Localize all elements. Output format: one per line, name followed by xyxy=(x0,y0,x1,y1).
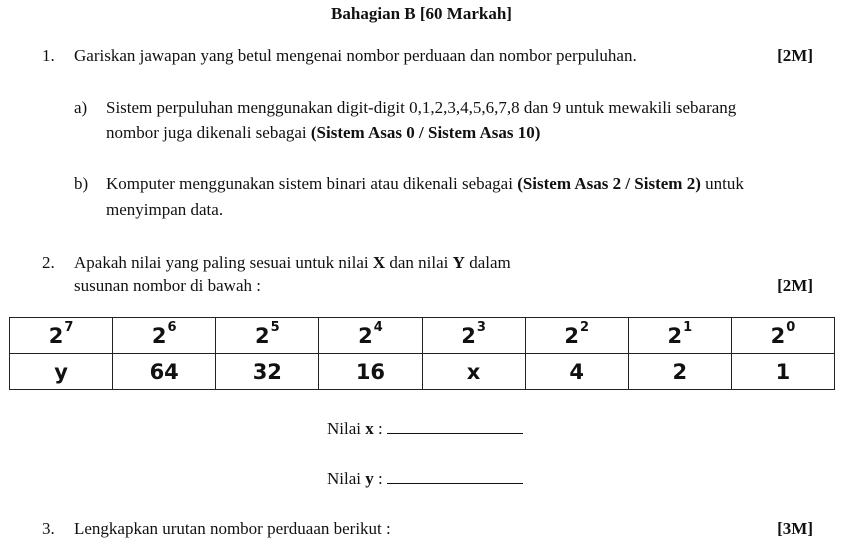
answer-x-var: x xyxy=(365,419,374,438)
q1b-line1-text: Komputer menggunakan sistem binari atau dikenali sebagai xyxy=(106,174,518,193)
value-cell: 16 xyxy=(319,354,422,390)
q1-text: Gariskan jawapan yang betul mengenai nombor perduaan dan nombor perpuluhan. xyxy=(74,46,637,65)
power-cell: $2^7$ xyxy=(10,318,113,354)
q3-number: 3. xyxy=(42,519,55,538)
q2-var-y: Y xyxy=(452,253,465,272)
answer-x-colon: : xyxy=(373,419,383,438)
q1a-line2-text: nombor juga dikenali sebagai xyxy=(106,123,311,142)
answer-x-blank[interactable] xyxy=(387,418,523,434)
q3-marks: [3M] xyxy=(777,519,813,538)
answer-y-colon: : xyxy=(373,469,383,488)
q1a-line2 xyxy=(106,123,540,143)
answer-y-row xyxy=(327,468,523,489)
q1a-options[interactable]: (Sistem Asas 0 / Sistem Asas 10) xyxy=(310,123,541,142)
place-value-row xyxy=(10,354,835,390)
q3-text: Lengkapkan urutan nombor perduaan berikut : xyxy=(74,519,391,538)
q2-number: 2. xyxy=(42,253,55,272)
q1a-label: a) xyxy=(74,98,88,117)
place-value-table xyxy=(9,317,835,390)
value-cell: 4 xyxy=(525,354,628,390)
q1a-line1: Sistem perpuluhan menggunakan digit-digit 0,1,2,3,4,5,6,7,8 dan 9 untuk mewakili sebarang xyxy=(106,98,737,117)
value-cell: 2 xyxy=(628,354,731,390)
q2-line2: susunan nombor di bawah : xyxy=(74,276,261,295)
answer-x-row xyxy=(327,418,523,439)
power-cell: $2^3$ xyxy=(422,318,525,354)
q1-marks: [2M] xyxy=(777,46,813,65)
power-cell: $2^5$ xyxy=(216,318,319,354)
power-cell: $2^0$ xyxy=(731,318,834,354)
q2-marks: [2M] xyxy=(777,276,813,295)
power-cell: $2^2$ xyxy=(525,318,628,354)
power-cell: $2^6$ xyxy=(113,318,216,354)
q1b-line1 xyxy=(106,174,744,194)
q1b-line1-end: untuk xyxy=(700,174,744,193)
value-cell: 1 xyxy=(731,354,834,390)
q1b-line2: menyimpan data. xyxy=(106,200,224,219)
power-cell: $2^1$ xyxy=(628,318,731,354)
value-cell: 64 xyxy=(113,354,216,390)
answer-y-var: y xyxy=(365,469,374,488)
q1-number: 1. xyxy=(42,46,55,65)
q2-line1-a: Apakah nilai yang paling sesuai untuk nilai xyxy=(74,253,373,272)
value-cell: 32 xyxy=(216,354,319,390)
q1b-options[interactable]: (Sistem Asas 2 / Sistem 2) xyxy=(517,174,701,193)
answer-y-label: Nilai xyxy=(327,469,366,488)
q2-line1-b: dan nilai xyxy=(385,253,453,272)
q2-line1-c: dalam xyxy=(464,253,511,272)
value-cell: x xyxy=(422,354,525,390)
power-cell: $2^4$ xyxy=(319,318,422,354)
q2-line1 xyxy=(74,253,511,273)
answer-y-blank[interactable] xyxy=(387,468,523,484)
section-title: Bahagian B [60 Markah] xyxy=(331,4,512,23)
value-cell: y xyxy=(10,354,113,390)
q2-var-x: X xyxy=(372,253,386,272)
q1b-label: b) xyxy=(74,174,89,193)
place-value-header-row xyxy=(10,318,835,354)
answer-x-label: Nilai xyxy=(327,419,366,438)
